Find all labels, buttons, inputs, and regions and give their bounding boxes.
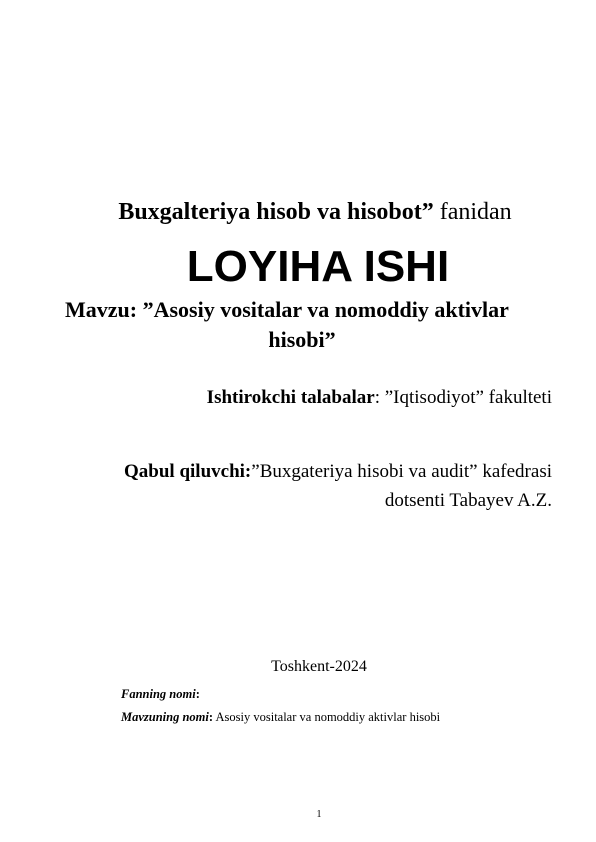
participants-label: Ishtirokchi talabalar [206, 387, 375, 408]
topic-line-1 [65, 299, 509, 321]
subject-suffix: fanidan [433, 199, 512, 225]
receiver-text-1: ”Buxgateriya hisobi va audit” kafedrasi [251, 461, 552, 482]
topic-name-value: Asosiy vositalar va nomoddiy aktivlar hisobi [213, 710, 441, 724]
document-title: LOYIHA ISHI [186, 242, 450, 291]
topic-name-colon: : [208, 710, 214, 724]
receiver-line-2: dotsenti Tabayev A.Z. [384, 490, 552, 511]
participants-line [207, 388, 552, 407]
page-number: 1 [316, 809, 322, 820]
topic-line-2: hisobi” [268, 327, 336, 352]
topic-text-1: ”Asosiy vositalar va nomoddiy aktivlar [137, 297, 509, 322]
receiver-label: Qabul qiluvchi: [124, 461, 252, 482]
course-name-label: Fanning nomi [121, 687, 196, 701]
city-year: Toshkent-2024 [271, 658, 367, 675]
course-name-colon: : [195, 687, 200, 701]
topic-name-line [121, 711, 440, 724]
receiver-line-1 [124, 462, 552, 481]
subject-name: Buxgalteriya hisob va hisobot” [118, 199, 434, 225]
subject-line [0, 200, 596, 224]
course-name-line [121, 688, 200, 701]
topic-name-label: Mavzuning nomi [121, 710, 209, 724]
participants-value: : ”Iqtisodiyot” fakulteti [374, 387, 552, 408]
topic-label: Mavzu: [65, 297, 138, 322]
